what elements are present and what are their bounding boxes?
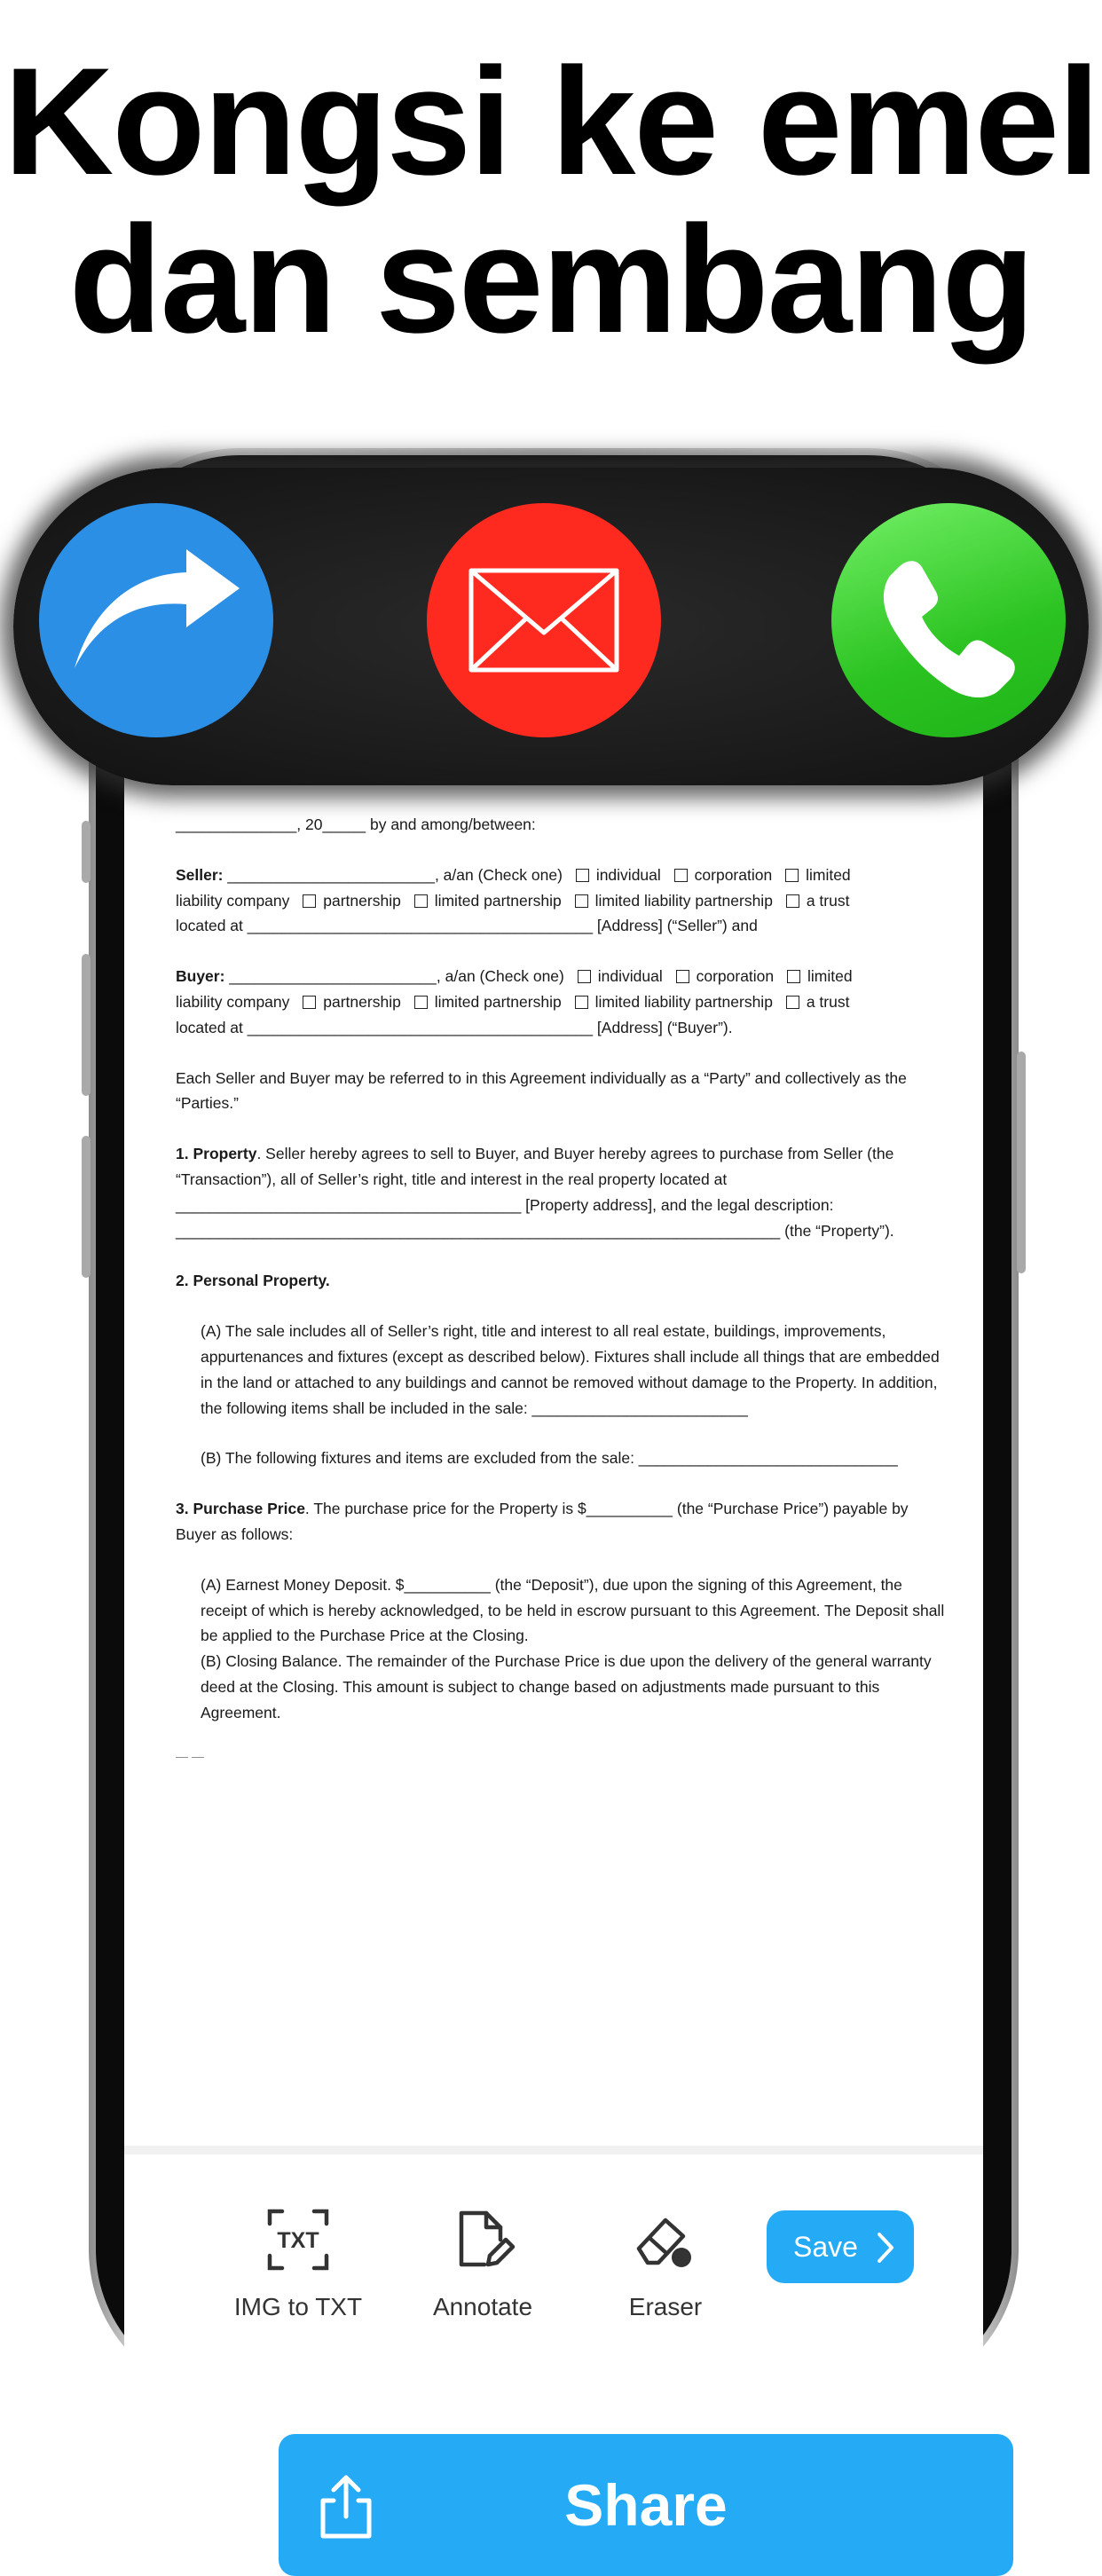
img-to-txt-label: IMG to TXT bbox=[233, 2293, 363, 2320]
doc-buyer-line1: ________________________, a/an (Check one) bbox=[229, 967, 564, 986]
bottom-toolbar bbox=[124, 2146, 983, 2421]
option-label: a trust bbox=[806, 891, 850, 910]
option-label: a trust bbox=[806, 992, 850, 1011]
annotate-label: Annotate bbox=[432, 2293, 533, 2320]
option-label: limited bbox=[806, 865, 851, 884]
headline bbox=[0, 36, 1102, 365]
checkbox[interactable] bbox=[786, 996, 799, 1009]
phone-volume-down bbox=[82, 1136, 91, 1278]
doc-seller-block bbox=[176, 863, 952, 939]
doc-seller-line3: located at ________________________________________ [Address] (“Seller”) and bbox=[176, 917, 758, 935]
annotate-button[interactable] bbox=[394, 2208, 571, 2321]
option-label: liability company bbox=[176, 891, 290, 910]
option-label: individual bbox=[595, 865, 661, 884]
headline-line-1: Kongsi ke emel bbox=[4, 36, 1098, 207]
share-button-label: Share bbox=[564, 2472, 728, 2538]
eraser-label: Eraser bbox=[628, 2293, 703, 2320]
doc-section-3-body bbox=[201, 1572, 952, 1726]
save-button-label: Save bbox=[793, 2231, 858, 2263]
doc-section-2-title bbox=[176, 1268, 952, 1294]
phone-power-button bbox=[1017, 1052, 1026, 1273]
doc-section-1-title: 1. Property bbox=[176, 1145, 257, 1163]
doc-section-3-text: . The purchase price for the Property is $__________ (the “Purchase Price”) payable by Buyer as follows: bbox=[176, 1500, 909, 1543]
doc-section-2-a: (A) The sale includes all of Seller’s right, title and interest to all real estate, buildings, improvements, appurtenances and fixtures (except as described below). Fixtures shall include all things that are embedded in the land or attached to any buildings and cannot be removed without damage to the Property. In addition, the following items shall be included in the sale: _________________________ bbox=[201, 1322, 940, 1417]
phone-volume-up bbox=[82, 954, 91, 1096]
option-label: individual bbox=[597, 967, 663, 986]
doc-section-3-a: (A) Earnest Money Deposit. $__________ (the “Deposit”), due upon the signing of this Agreement, the receipt of which is hereby acknowledged, to be held in escrow pursuant to this Agreement. The Deposit shall be applied to the Purchase Price at the Closing. bbox=[201, 1575, 945, 1645]
doc-section-2-b: (B) The following fixtures and items are excluded from the sale: ______________________________ bbox=[201, 1449, 898, 1468]
doc-buyer-label: Buyer: bbox=[176, 967, 225, 986]
doc-seller-label: Seller: bbox=[176, 865, 224, 884]
doc-section-1-text: . Seller hereby agrees to sell to Buyer, and Buyer hereby agrees to purchase from Seller (the “Transaction”), all of Seller’s right, title and interest in the real property located at ________________________________________ [Property address], and the legal description: ______________________________________________________________________ (the “Property”). bbox=[176, 1145, 894, 1240]
forward-arrow-icon bbox=[39, 503, 273, 737]
doc-footer-mark: — — bbox=[176, 1749, 204, 1763]
checkbox[interactable] bbox=[303, 996, 316, 1009]
checkbox[interactable] bbox=[414, 894, 428, 908]
headline-line-2: dan sembang bbox=[68, 194, 1034, 365]
checkbox[interactable] bbox=[786, 894, 799, 908]
phone-side-button bbox=[82, 821, 91, 883]
checkbox[interactable] bbox=[576, 869, 589, 882]
checkbox[interactable] bbox=[676, 970, 689, 983]
doc-seller-line1: ________________________, a/an (Check one) bbox=[227, 865, 563, 884]
option-label: limited liability partnership bbox=[594, 891, 773, 910]
eraser-button[interactable] bbox=[577, 2208, 754, 2321]
mail-envelope-icon bbox=[427, 503, 661, 737]
annotate-icon bbox=[451, 2208, 515, 2272]
doc-section-1 bbox=[176, 1141, 952, 1243]
doc-buyer-block bbox=[176, 964, 952, 1040]
option-label: liability company bbox=[176, 992, 290, 1011]
phone-handset-icon bbox=[831, 503, 1066, 737]
doc-header-line: ______________, 20_____ by and among/between: bbox=[176, 815, 536, 833]
doc-section-3-title: 3. Purchase Price bbox=[176, 1500, 305, 1518]
doc-section-2-heading: 2. Personal Property. bbox=[176, 1272, 330, 1290]
option-label: limited liability partnership bbox=[594, 992, 773, 1011]
checkbox[interactable] bbox=[414, 996, 428, 1009]
checkbox[interactable] bbox=[785, 869, 799, 882]
phone-call-button[interactable] bbox=[831, 503, 1066, 737]
checkbox[interactable] bbox=[575, 894, 588, 908]
doc-parties-paragraph: Each Seller and Buyer may be referred to in this Agreement individually as a “Party” and collectively as the “Parties.” bbox=[176, 1068, 907, 1113]
document-page bbox=[176, 812, 952, 1751]
save-button[interactable] bbox=[767, 2210, 914, 2283]
chevron-right-icon bbox=[877, 2232, 894, 2264]
checkbox[interactable] bbox=[674, 869, 688, 882]
option-label: corporation bbox=[694, 865, 773, 884]
option-label: corporation bbox=[696, 967, 775, 986]
option-label: limited bbox=[807, 967, 853, 986]
checkbox[interactable] bbox=[303, 894, 316, 908]
checkbox[interactable] bbox=[578, 970, 591, 983]
eraser-icon bbox=[634, 2208, 697, 2272]
option-label: limited partnership bbox=[434, 891, 562, 910]
share-button[interactable] bbox=[279, 2434, 1013, 2576]
option-label: partnership bbox=[323, 891, 401, 910]
doc-section-3-b: (B) Closing Balance. The remainder of the Purchase Price is due upon the delivery of the general warranty deed at the Closing. This amount is subject to change based on adjustments made pursuant to this Agreement. bbox=[201, 1652, 932, 1721]
mail-button[interactable] bbox=[427, 503, 661, 737]
img-to-txt-icon bbox=[266, 2208, 330, 2272]
checkbox[interactable] bbox=[787, 970, 800, 983]
share-action-bar bbox=[13, 468, 1089, 785]
forward-button[interactable] bbox=[39, 503, 273, 737]
svg-text:TXT: TXT bbox=[277, 2228, 319, 2253]
doc-section-3 bbox=[176, 1496, 952, 1548]
option-label: partnership bbox=[323, 992, 401, 1011]
checkbox[interactable] bbox=[575, 996, 588, 1009]
doc-buyer-line3: located at ________________________________________ [Address] (“Buyer”). bbox=[176, 1018, 733, 1036]
img-to-txt-button[interactable] bbox=[209, 2208, 387, 2321]
doc-section-2-body bbox=[201, 1319, 952, 1471]
option-label: limited partnership bbox=[434, 992, 562, 1011]
